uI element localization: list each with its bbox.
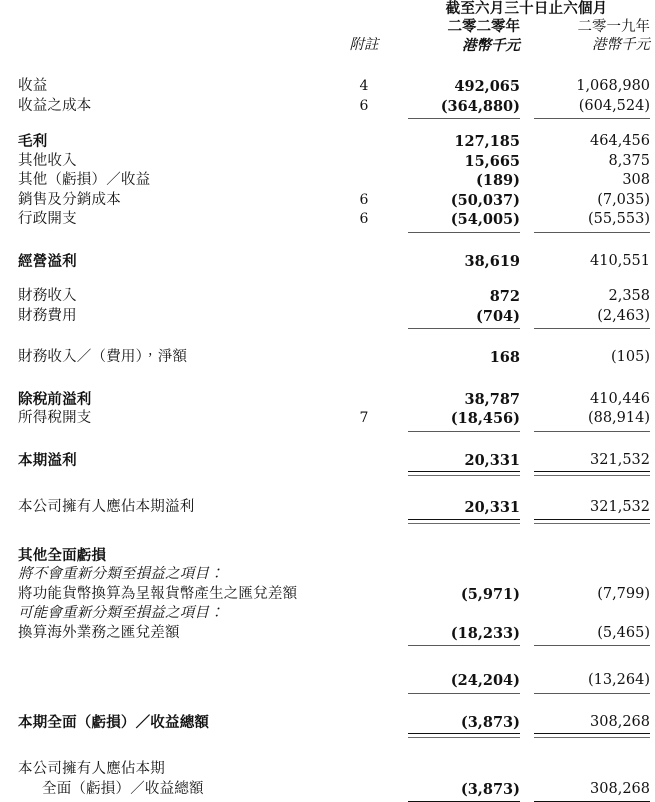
row-value-previous: 308 [622, 172, 651, 188]
spacer [0, 326, 655, 348]
row-value-current: 492,065 [454, 78, 520, 95]
row-value-previous: (55,553) [528, 210, 655, 230]
row-label: 可能會重新分類至損益之項目： [18, 605, 224, 621]
header-previous-year: 二零一九年 [577, 19, 651, 35]
row-value-previous: (105) [611, 349, 651, 365]
table-row-oci-heading [0, 546, 655, 566]
row-label: 將功能貨幣換算為呈報貨幣產生之匯兌差額 [18, 585, 298, 602]
table-row-oci-reclass-header [0, 604, 655, 624]
row-note [330, 252, 398, 272]
row-label: 將不會重新分類至損益之項目： [18, 566, 224, 582]
row-note [330, 390, 398, 410]
row-value-previous: 308,268 [528, 780, 655, 800]
row-value-current: (50,037) [450, 191, 520, 209]
row-label: 本公司擁有人應佔本期溢利 [18, 499, 195, 515]
row-note [330, 152, 398, 172]
row-value-previous [528, 565, 655, 585]
row-note [330, 307, 398, 327]
row-note [330, 451, 398, 471]
table-row-profit-for-period [0, 451, 655, 471]
row-note [330, 498, 398, 518]
table-row-overseas-fx [0, 624, 655, 644]
spacer [0, 691, 655, 713]
table-row-total-comprehensive-income [0, 713, 655, 733]
table-row-other-income [0, 152, 655, 172]
row-note: 4 [359, 78, 369, 94]
row-value-current: (18,456) [398, 409, 528, 429]
row-note [330, 671, 398, 691]
row-note: 6 [359, 191, 369, 208]
row-note [330, 604, 398, 624]
row-value-current [398, 604, 528, 624]
row-label: 收益 [18, 78, 48, 94]
row-value-current: (3,873) [398, 780, 528, 800]
row-value-previous [528, 604, 655, 624]
row-note [330, 780, 398, 800]
row-value-current: 872 [489, 288, 520, 305]
row-note: 6 [359, 97, 369, 114]
row-note [330, 713, 398, 733]
row-value-current: (5,971) [460, 585, 520, 603]
table-row-operating-profit [0, 252, 655, 272]
header-current-year: 二零二零年 [447, 18, 520, 35]
row-label: 除稅前溢利 [18, 390, 92, 408]
row-label: 換算海外業務之匯兌差額 [18, 624, 180, 641]
table-row-income-tax [0, 409, 655, 429]
header-current-unit: 港幣千元 [462, 37, 520, 54]
header-year-row [0, 18, 655, 36]
row-value-previous: 321,532 [528, 451, 655, 471]
row-value-previous: (7,799) [597, 585, 651, 602]
header-blank-3 [0, 36, 330, 55]
row-value-current: 127,185 [454, 133, 520, 150]
row-note [330, 287, 398, 307]
row-label: 行政開支 [18, 211, 77, 227]
header-previous-unit: 港幣千元 [592, 37, 651, 53]
row-value-current [398, 546, 528, 566]
row-label: 本公司擁有人應佔本期 [18, 761, 165, 777]
row-note [330, 624, 398, 644]
row-label: 毛利 [18, 133, 48, 150]
row-value-current [398, 565, 528, 585]
row-value-previous: (88,914) [528, 409, 655, 429]
table-row-selling-distribution [0, 191, 655, 211]
row-label: 財務收入 [18, 288, 77, 304]
row-value-previous: 308,268 [528, 713, 655, 733]
table-row-other-loss-gain [0, 171, 655, 191]
header-blank-note [330, 0, 398, 18]
row-label: 本期全面（虧損）／收益總額 [18, 713, 210, 731]
row-note [330, 565, 398, 585]
row-value-previous: 8,375 [608, 152, 651, 169]
row-value-previous: (13,264) [528, 671, 655, 691]
row-value-previous [528, 546, 655, 566]
row-label: 全面（虧損）／收益總額 [42, 780, 204, 797]
spacer [0, 230, 655, 252]
row-label: 其他（虧損）／收益 [18, 172, 151, 188]
row-value-current: (18,233) [398, 624, 528, 644]
row-value-previous: 464,456 [590, 133, 651, 149]
header-period-row [0, 0, 655, 18]
row-value-current: (3,873) [398, 713, 528, 733]
header-blank-2 [0, 18, 330, 36]
row-label: 所得稅開支 [18, 410, 92, 426]
row-note: 6 [359, 211, 369, 227]
table-row-attributable-profit [0, 498, 655, 518]
row-label: 財務收入／（費用），淨額 [18, 349, 188, 365]
row-value-previous: (604,524) [528, 97, 655, 117]
row-label [0, 671, 330, 691]
row-label: 銷售及分銷成本 [18, 191, 121, 208]
table-row-revenue [0, 77, 655, 97]
row-value-current: 20,331 [398, 451, 528, 471]
row-value-current: 38,787 [464, 390, 520, 408]
row-value-current: (24,204) [398, 671, 528, 691]
row-note [330, 585, 398, 605]
row-value-previous: 410,551 [590, 252, 651, 269]
header-note-label: 附註 [349, 37, 379, 53]
row-value-previous: 1,068,980 [576, 78, 651, 94]
table-row-oci-nonreclass-header [0, 565, 655, 585]
header-period-label: 截至六月三十日止六個月 [445, 0, 608, 17]
row-value-current: 20,331 [398, 498, 528, 518]
spacer [0, 643, 655, 671]
row-value-previous: (2,463) [528, 307, 655, 327]
header-blank-note-2 [330, 18, 398, 36]
row-note: 7 [359, 410, 369, 426]
row-value-previous: 2,358 [608, 288, 651, 304]
spacer [0, 271, 655, 287]
table-row-finance-net [0, 348, 655, 368]
row-label: 本期溢利 [18, 451, 77, 469]
row-label: 其他全面虧損 [18, 546, 107, 564]
table-row-admin-expenses [0, 210, 655, 230]
row-label: 收益之成本 [18, 97, 92, 114]
header-blank [0, 0, 330, 18]
spacer [0, 429, 655, 451]
row-value-current: (704) [398, 307, 528, 327]
row-note [330, 348, 398, 368]
spacer [0, 55, 655, 77]
row-value-previous: (7,035) [597, 191, 651, 208]
row-value-current: 168 [489, 349, 520, 366]
row-value-current: (189) [476, 172, 520, 189]
table-row-gross-profit [0, 132, 655, 152]
table-row-oci-total [0, 671, 655, 691]
row-value-current: (54,005) [398, 210, 528, 230]
row-value-previous: 410,446 [590, 390, 651, 407]
row-label: 財務費用 [18, 307, 77, 324]
row-note [330, 171, 398, 191]
row-value-previous: (5,465) [528, 624, 655, 644]
row-value-current: 38,619 [464, 252, 520, 270]
table-row-attributable-tci-line2 [0, 780, 655, 800]
header-unit-row [0, 36, 655, 55]
table-row-profit-before-tax [0, 390, 655, 410]
table-row-finance-costs [0, 307, 655, 327]
table-row-finance-income [0, 287, 655, 307]
table-row-cost-of-revenue [0, 97, 655, 117]
row-note [330, 132, 398, 152]
row-label: 其他收入 [18, 152, 77, 169]
spacer [0, 368, 655, 390]
row-label: 經營溢利 [18, 252, 77, 270]
row-value-previous: 321,532 [528, 498, 655, 518]
row-value-current: 15,665 [464, 152, 520, 170]
row-value-current: (364,880) [398, 97, 528, 117]
table-row-functional-currency-fx [0, 585, 655, 605]
row-note [330, 546, 398, 566]
